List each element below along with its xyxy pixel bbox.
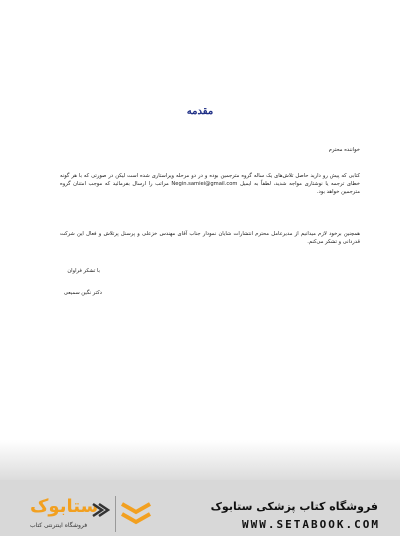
footer-fade [0, 440, 400, 480]
store-logo-subtitle: فروشگاه اینترنتی کتاب [30, 522, 88, 529]
paragraph-2: همچنین برخود لازم میدانیم از مدیرعامل محترم انتشارات شایان نمودار جناب آقای مهندس خزعلی و پرسنل پرتلاش و فعال این شرکت قدردانی و تشکر می‌کنم. [60, 231, 360, 245]
store-name: فروشگاه کتاب پزشکی ستابوک [210, 500, 378, 513]
store-url[interactable]: WWW.SETABOOK.COM [242, 518, 380, 531]
book-chevron-icon [120, 500, 152, 530]
closing-text: با تشکر فراوان [67, 268, 100, 274]
salutation: خواننده محترم [328, 147, 360, 153]
footer-divider [115, 496, 116, 532]
logo-chevron-icon [90, 500, 110, 520]
store-logo-text: ستابوک [30, 496, 99, 517]
signature-name: دکتر نگین سمیعی [63, 290, 102, 296]
paragraph-1: کتابی که پیش رو دارید حاصل تلاش‌های یک ساله گروه مترجمین بوده و در دو مرحله ویراستاری شده است لیکن در صورتی که با هر گونه خطای ترجمه یا نوشتاری مواجه شدید، لطفاً به ایمیل Negin.samiei@gmail.com مراتب را ارسال بفرمائید که موجب امتنان گروه مترجمین خواهد بود. [60, 173, 360, 195]
page-heading: مقدمه [186, 106, 214, 117]
